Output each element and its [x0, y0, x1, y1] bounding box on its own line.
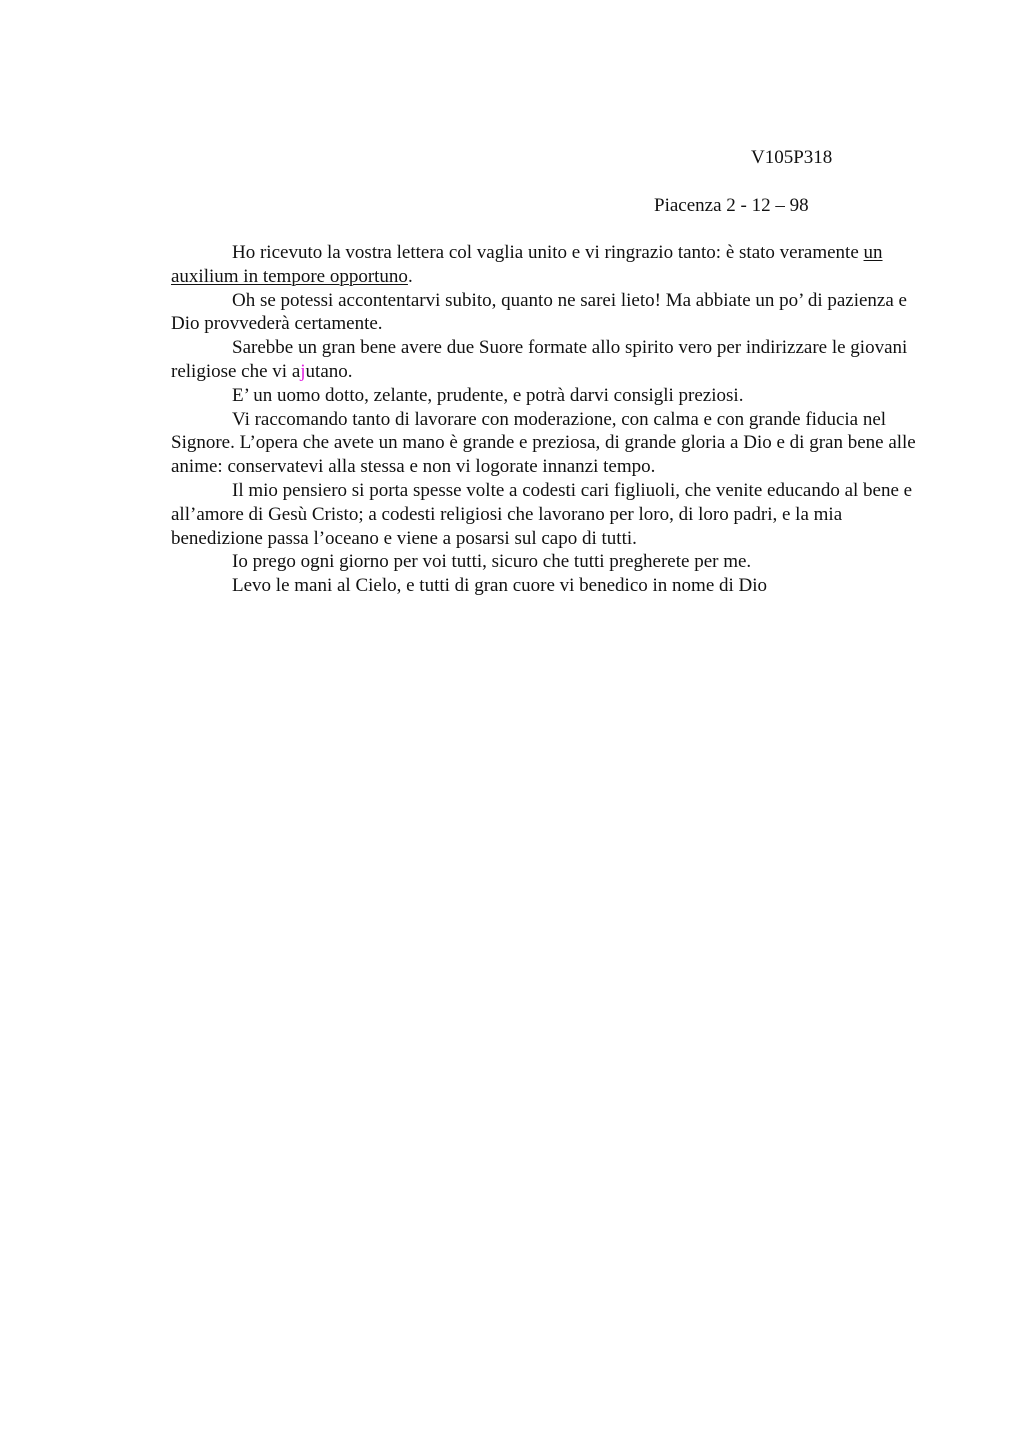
- paragraph-6: Il mio pensiero si porta spesse volte a codesti cari figliuoli, che venite educando al bene e all’amore di Gesù Cristo; a codesti religiosi che lavorano per loro, di loro padri, e la mia benedizione passa l’oceano e viene a posarsi sul capo di tutti.: [171, 479, 913, 549]
- letter-body: [171, 241, 931, 598]
- paragraph-1: [171, 241, 931, 289]
- highlighted-letter: j: [300, 360, 306, 382]
- paragraph-2: Oh se potessi accontentarvi subito, quanto ne sarei lieto! Ma abbiate un po’ di pazienza e Dio provvederà certamente.: [171, 289, 907, 335]
- paragraph-5: Vi raccomando tanto di lavorare con moderazione, con calma e con grande fiducia nel Signore. L’opera che avete un mano è grande e preziosa, di grande gloria a Dio e di gran bene alle anime: conservatevi alla stessa e non vi logorate innanzi tempo.: [171, 408, 916, 478]
- paragraph-8: Levo le mani al Cielo, e tutti di gran cuore vi benedico in nome di Dio: [232, 575, 768, 597]
- paragraph-1-end: .: [407, 265, 413, 287]
- paragraph-3: [171, 336, 931, 384]
- paragraph-4: E’ un uomo dotto, zelante, prudente, e potrà darvi consigli preziosi.: [232, 384, 744, 406]
- letter-dateline: Piacenza 2 - 12 – 98: [654, 195, 809, 216]
- paragraph-3-text: Sarebbe un gran bene avere due Suore formate allo spirito vero per indirizzare le giovani religiose che vi a: [171, 337, 908, 382]
- paragraph-3-end: utano.: [305, 360, 353, 382]
- paragraph-1-text: Ho ricevuto la vostra lettera col vaglia unito e vi ringrazio tanto: è stato veramente: [232, 242, 864, 263]
- document-reference-code: V105P318: [751, 147, 833, 168]
- underlined-latin-phrase: un auxilium in tempore opportuno: [171, 242, 883, 287]
- paragraph-7: Io prego ogni giorno per voi tutti, sicuro che tutti pregherete per me.: [232, 551, 752, 573]
